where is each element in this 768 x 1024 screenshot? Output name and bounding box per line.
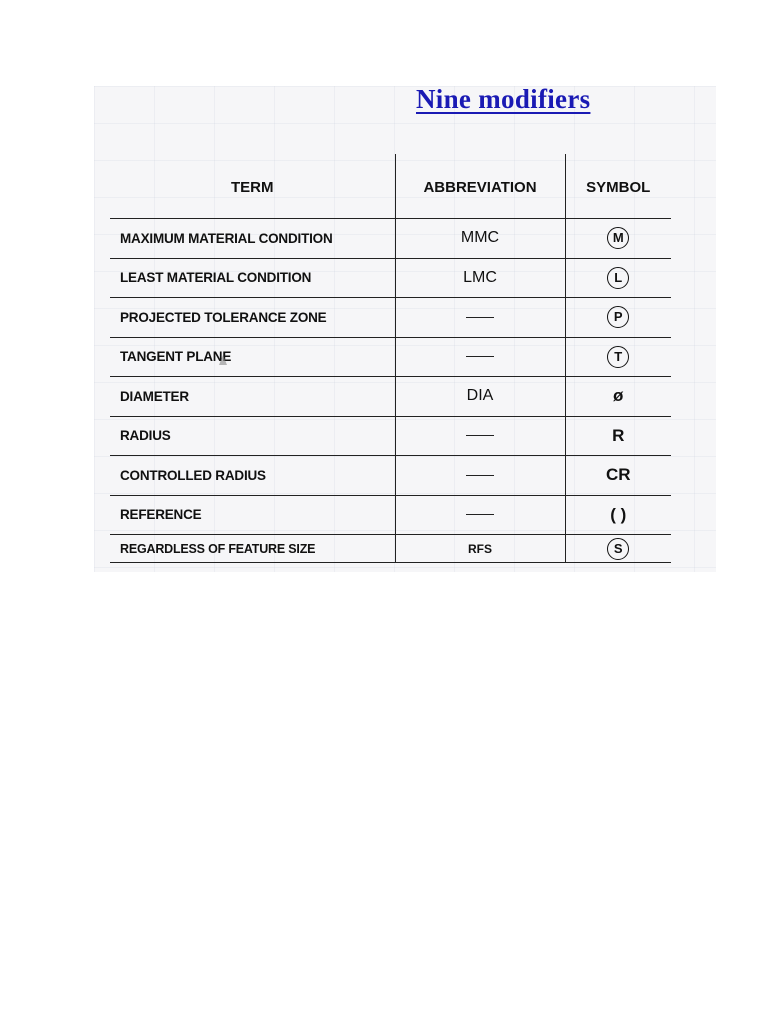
symbol-text: ø bbox=[613, 386, 624, 406]
abbreviation-cell: MMC bbox=[395, 219, 565, 259]
symbol-text: CR bbox=[605, 465, 631, 485]
dash-icon bbox=[466, 435, 494, 436]
circled-symbol-icon: S bbox=[607, 538, 629, 560]
term-cell: REFERENCE bbox=[110, 494, 395, 535]
term-cell: TANGENT PLANE bbox=[110, 336, 395, 377]
table-row bbox=[110, 456, 671, 496]
dash-icon bbox=[466, 317, 494, 318]
header-abbreviation: ABBREVIATION bbox=[395, 154, 565, 219]
table-row bbox=[110, 258, 671, 298]
modifiers-table bbox=[110, 154, 671, 563]
abbreviation-cell: RFS bbox=[395, 535, 565, 563]
symbol-cell bbox=[565, 219, 671, 259]
dash-icon bbox=[466, 356, 494, 357]
abbreviation-cell bbox=[395, 416, 565, 456]
symbol-cell bbox=[565, 535, 671, 563]
page-title: Nine modifiers bbox=[416, 84, 591, 114]
symbol-cell bbox=[565, 258, 671, 298]
symbol-cell bbox=[565, 337, 671, 377]
header-term: TERM bbox=[231, 178, 274, 196]
dash-icon bbox=[466, 475, 494, 476]
term-cell: MAXIMUM MATERIAL CONDITION bbox=[110, 218, 395, 259]
table-header-row bbox=[110, 154, 671, 219]
term-cell: PROJECTED TOLERANCE ZONE bbox=[110, 297, 395, 338]
symbol-cell bbox=[565, 416, 671, 456]
circled-symbol-icon: P bbox=[607, 306, 629, 328]
abbreviation-cell: LMC bbox=[395, 258, 565, 298]
circled-symbol-icon: M bbox=[607, 227, 629, 249]
dash-icon bbox=[466, 514, 494, 515]
abbreviation-cell bbox=[395, 298, 565, 338]
mouse-cursor-icon bbox=[219, 355, 227, 365]
symbol-cell bbox=[565, 377, 671, 417]
term-cell: REGARDLESS OF FEATURE SIZE bbox=[110, 534, 395, 563]
table-row bbox=[110, 495, 671, 535]
abbreviation-cell: DIA bbox=[395, 377, 565, 417]
symbol-cell bbox=[565, 298, 671, 338]
abbreviation-cell bbox=[395, 456, 565, 496]
header-symbol: SYMBOL bbox=[565, 154, 671, 219]
abbreviation-cell bbox=[395, 495, 565, 535]
abbreviation-cell bbox=[395, 337, 565, 377]
term-cell: DIAMETER bbox=[110, 376, 395, 417]
table-row bbox=[110, 298, 671, 338]
term-cell: CONTROLLED RADIUS bbox=[110, 455, 395, 496]
table-row bbox=[110, 416, 671, 456]
table-row bbox=[110, 219, 671, 259]
symbol-text: ( ) bbox=[610, 504, 627, 524]
term-cell: RADIUS bbox=[110, 415, 395, 456]
term-cell: LEAST MATERIAL CONDITION bbox=[110, 257, 395, 298]
symbol-cell bbox=[565, 456, 671, 496]
table-row bbox=[110, 535, 671, 563]
circled-symbol-icon: T bbox=[607, 346, 629, 368]
symbol-text: R bbox=[612, 425, 625, 445]
table-row bbox=[110, 377, 671, 417]
table-row bbox=[110, 337, 671, 377]
circled-symbol-icon: L bbox=[607, 267, 629, 289]
symbol-cell bbox=[565, 495, 671, 535]
